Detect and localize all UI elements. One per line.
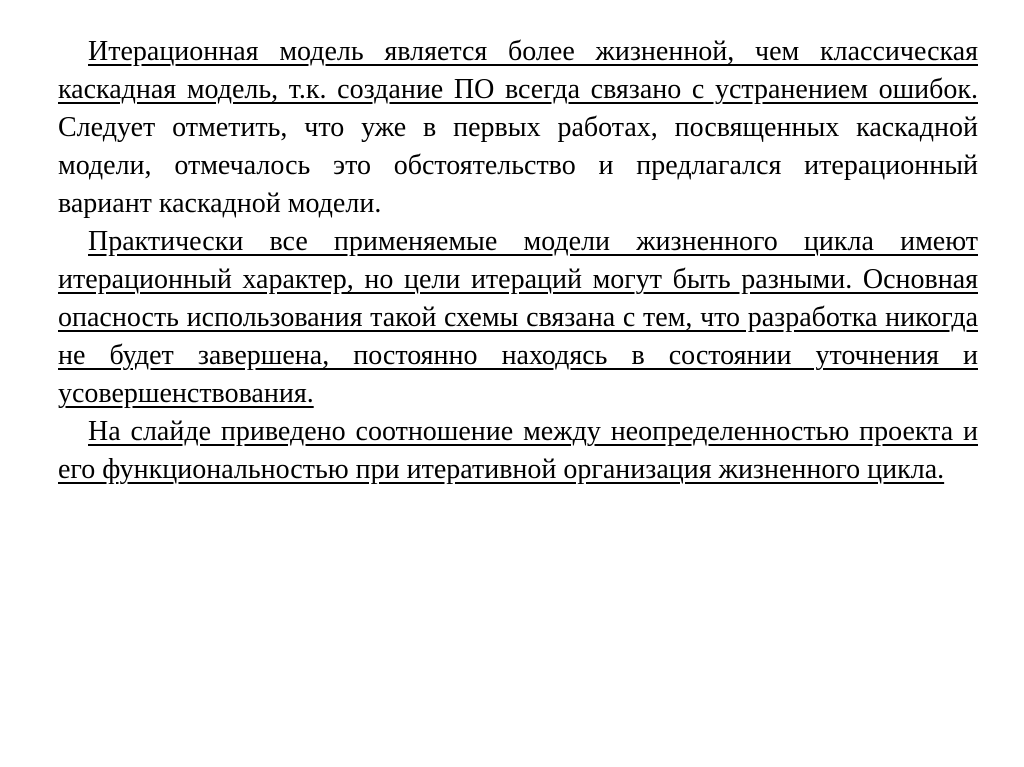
underlined-text: На слайде приведено соотношение между неопределенностью проекта и его функциональностью при итеративной организация жизненного цикла. bbox=[58, 416, 978, 485]
plain-text: Следует отметить, что уже в первых работах, посвященных каскадной модели, отмечалось это обстоятельство и предлагался итерационный вариант каскадной модели. bbox=[58, 112, 978, 219]
underlined-text: Практически все применяемые модели жизненного цикла имеют итерационный характер, но цели итераций могут быть разными. Основная опасность использования такой схемы связана с тем, что разработка никогда не будет завершена, постоянно находясь в состоянии уточнения и усовершенствования. bbox=[58, 226, 978, 409]
paragraph-iterative-model bbox=[58, 33, 978, 223]
underlined-text: Итерационная модель является более жизненной, чем классическая каскадная модель, т.к. создание ПО всегда связано с устранением ошибок. bbox=[58, 36, 978, 105]
paragraph-slide-reference bbox=[58, 413, 978, 489]
paragraph-life-cycle-models bbox=[58, 223, 978, 413]
slide-text bbox=[58, 33, 978, 489]
